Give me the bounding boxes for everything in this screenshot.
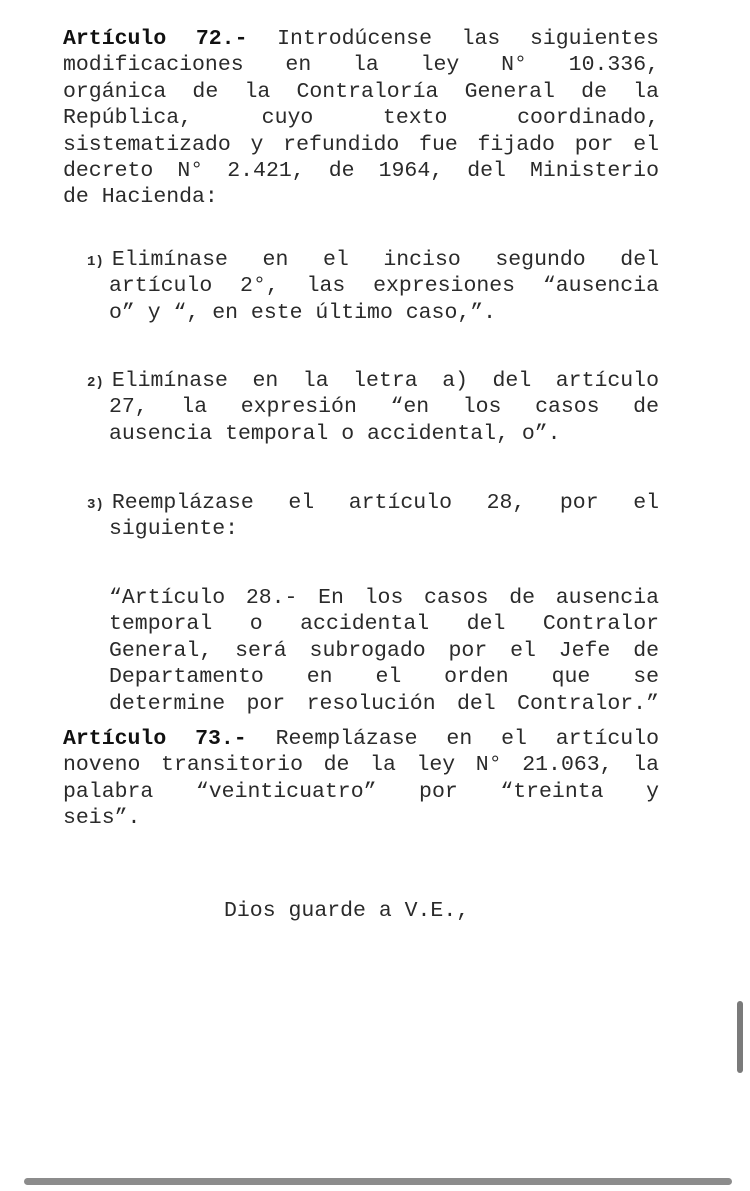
article-72-line-1: Artículo 72.- Introdúcense las siguientes — [63, 27, 659, 51]
list-item-1-line-1: 1) Elimínase en el inciso segundo del — [87, 247, 659, 275]
article-73-line-2: noveno transitorio de la ley N° 21.063, la — [63, 753, 659, 778]
list-item-3-line-2: siguiente: — [109, 517, 239, 542]
list-item-2-line-1: 2) Elimínase en la letra a) del artículo — [87, 368, 659, 396]
list-item-2 — [87, 368, 659, 396]
list-item-1-line-3: o” y “, en este último caso,”. — [109, 300, 497, 325]
list-item-3 — [87, 490, 659, 518]
article-73 — [63, 726, 659, 832]
list-item-3-continued — [109, 516, 659, 542]
article-72-line-4: República, cuyo texto coordinado, — [63, 106, 659, 131]
horizontal-scrollbar[interactable] — [24, 1178, 732, 1185]
quoted-article-28 — [109, 585, 659, 717]
quote-line-2: temporal o accidental del Contralor — [109, 612, 659, 637]
article-72-line-3: orgánica de la Contraloría General de la — [63, 79, 659, 104]
article-72-line-6: decreto N° 2.421, de 1964, del Ministerio — [63, 159, 659, 184]
article-72-line-7: de Hacienda: — [63, 185, 218, 210]
list-item-1 — [87, 247, 659, 275]
list-item-2-line-2: 27, la expresión “en los casos de — [109, 395, 659, 420]
list-item-1-continued — [109, 273, 659, 326]
quote-line-4: Departamento en el orden que se — [109, 665, 659, 690]
list-item-1-line-2: artículo 2°, las expresiones “ausencia — [109, 274, 659, 299]
quote-line-3: General, será subrogado por el Jefe de — [109, 638, 659, 663]
list-item-2-line-3: ausencia temporal o accidental, o”. — [109, 421, 561, 446]
list-item-2-continued — [109, 394, 659, 447]
vertical-scrollbar-thumb[interactable] — [737, 1001, 743, 1073]
article-73-heading: Artículo 73.- — [63, 727, 247, 751]
article-73-line-4: seis”. — [63, 806, 141, 831]
list-item-1-number: 1) — [87, 254, 104, 270]
list-item-2-number: 2) — [87, 375, 104, 391]
list-item-3-number: 3) — [87, 497, 104, 513]
article-72 — [63, 26, 659, 211]
article-73-line-3: palabra “veinticuatro” por “treinta y — [63, 779, 659, 804]
list-item-3-line-1: 3) Reemplázase el artículo 28, por el — [87, 490, 659, 518]
quote-line-1: “Artículo 28.- En los casos de ausencia — [109, 586, 659, 610]
article-72-line-2: modificaciones en la ley N° 10.336, — [63, 53, 659, 78]
article-72-heading: Artículo 72.- — [63, 27, 248, 51]
quote-line-5: determine por resolución del Contralor.” — [109, 691, 659, 716]
closing-greeting: Dios guarde a V.E., — [224, 899, 470, 923]
article-72-line-5: sistematizado y refundido fue fijado por el — [63, 132, 659, 157]
article-73-line-1: Artículo 73.- Reemplázase en el artículo — [63, 727, 659, 751]
